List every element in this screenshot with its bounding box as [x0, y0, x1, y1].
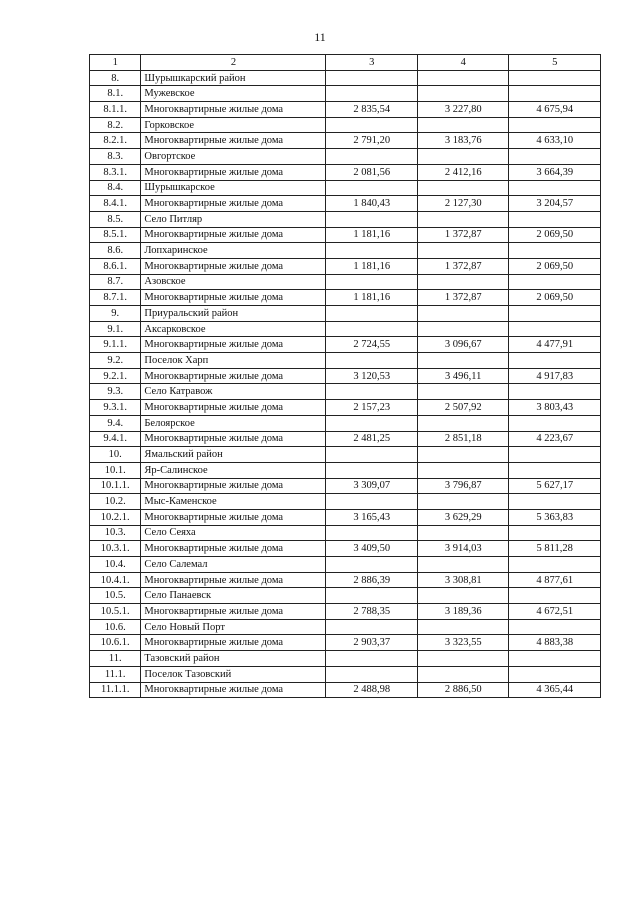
value-col4-cell	[417, 494, 509, 510]
row-name-cell: Село Панаевск	[141, 588, 326, 604]
row-name-cell: Многоквартирные жилые дома	[141, 635, 326, 651]
row-name-cell: Многоквартирные жилые дома	[141, 290, 326, 306]
value-col5-cell	[509, 353, 601, 369]
row-number-cell: 8.3.1.	[90, 164, 141, 180]
table-row	[90, 557, 601, 573]
table-row	[90, 306, 601, 322]
row-name-cell: Село Питляр	[141, 211, 326, 227]
row-number-cell: 9.	[90, 306, 141, 322]
table-row	[90, 368, 601, 384]
row-name-cell: Многоквартирные жилые дома	[141, 541, 326, 557]
table-row	[90, 243, 601, 259]
value-col5-cell: 4 477,91	[509, 337, 601, 353]
value-col5-cell	[509, 651, 601, 667]
tariff-table	[89, 54, 601, 698]
row-name-cell: Многоквартирные жилые дома	[141, 227, 326, 243]
value-col3-cell	[326, 211, 418, 227]
table-row	[90, 196, 601, 212]
value-col3-cell: 3 165,43	[326, 509, 418, 525]
value-col5-cell	[509, 666, 601, 682]
row-number-cell: 8.6.1.	[90, 258, 141, 274]
value-col4-cell	[417, 243, 509, 259]
value-col3-cell: 2 903,37	[326, 635, 418, 651]
row-name-cell: Шурышкарский район	[141, 70, 326, 86]
row-number-cell: 10.3.1.	[90, 541, 141, 557]
row-number-cell: 8.7.	[90, 274, 141, 290]
row-name-cell: Село Салемал	[141, 557, 326, 573]
table-row	[90, 415, 601, 431]
value-col5-cell	[509, 557, 601, 573]
row-number-cell: 11.1.	[90, 666, 141, 682]
row-name-cell: Мужевское	[141, 86, 326, 102]
row-name-cell: Многоквартирные жилые дома	[141, 196, 326, 212]
row-name-cell: Многоквартирные жилые дома	[141, 400, 326, 416]
value-col3-cell	[326, 557, 418, 573]
value-col4-cell	[417, 588, 509, 604]
table-header-row	[90, 55, 601, 71]
table-row	[90, 431, 601, 447]
table-row	[90, 321, 601, 337]
table-row	[90, 149, 601, 165]
row-name-cell: Многоквартирные жилые дома	[141, 258, 326, 274]
row-name-cell: Многоквартирные жилые дома	[141, 682, 326, 698]
value-col4-cell: 3 629,29	[417, 509, 509, 525]
value-col4-cell	[417, 149, 509, 165]
row-number-cell: 9.4.	[90, 415, 141, 431]
table-row	[90, 164, 601, 180]
table-row	[90, 588, 601, 604]
page-number: 11	[314, 30, 326, 44]
row-number-cell: 8.7.1.	[90, 290, 141, 306]
table-row	[90, 541, 601, 557]
value-col5-cell	[509, 619, 601, 635]
row-number-cell: 10.2.1.	[90, 509, 141, 525]
row-name-cell: Многоквартирные жилые дома	[141, 572, 326, 588]
value-col3-cell: 2 157,23	[326, 400, 418, 416]
table-row	[90, 180, 601, 196]
value-col3-cell	[326, 117, 418, 133]
row-name-cell: Белоярское	[141, 415, 326, 431]
value-col5-cell	[509, 494, 601, 510]
value-col4-cell	[417, 666, 509, 682]
table-row	[90, 133, 601, 149]
row-number-cell: 8.5.1.	[90, 227, 141, 243]
row-number-cell: 10.3.	[90, 525, 141, 541]
row-name-cell: Многоквартирные жилые дома	[141, 133, 326, 149]
table-row	[90, 478, 601, 494]
value-col4-cell	[417, 211, 509, 227]
value-col5-cell	[509, 384, 601, 400]
value-col4-cell	[417, 651, 509, 667]
value-col5-cell	[509, 86, 601, 102]
value-col4-cell	[417, 415, 509, 431]
row-name-cell: Многоквартирные жилые дома	[141, 368, 326, 384]
value-col5-cell: 4 877,61	[509, 572, 601, 588]
table-row	[90, 337, 601, 353]
value-col3-cell: 1 840,43	[326, 196, 418, 212]
row-name-cell: Мыс-Каменское	[141, 494, 326, 510]
header-cell-3: 3	[326, 55, 418, 71]
row-name-cell: Аксарковское	[141, 321, 326, 337]
row-number-cell: 10.1.1.	[90, 478, 141, 494]
value-col4-cell	[417, 70, 509, 86]
value-col4-cell: 1 372,87	[417, 227, 509, 243]
table-row	[90, 290, 601, 306]
value-col3-cell: 3 409,50	[326, 541, 418, 557]
value-col5-cell	[509, 525, 601, 541]
value-col5-cell	[509, 415, 601, 431]
row-name-cell: Многоквартирные жилые дома	[141, 337, 326, 353]
value-col4-cell	[417, 86, 509, 102]
value-col5-cell	[509, 243, 601, 259]
value-col3-cell: 2 081,56	[326, 164, 418, 180]
row-number-cell: 10.4.	[90, 557, 141, 573]
value-col3-cell	[326, 447, 418, 463]
value-col3-cell	[326, 462, 418, 478]
table-row	[90, 117, 601, 133]
value-col4-cell: 3 096,67	[417, 337, 509, 353]
row-number-cell: 10.1.	[90, 462, 141, 478]
table-row	[90, 227, 601, 243]
value-col5-cell: 3 664,39	[509, 164, 601, 180]
row-number-cell: 10.4.1.	[90, 572, 141, 588]
value-col4-cell: 3 308,81	[417, 572, 509, 588]
value-col4-cell	[417, 306, 509, 322]
row-name-cell: Многоквартирные жилые дома	[141, 478, 326, 494]
header-cell-5: 5	[509, 55, 601, 71]
table-row	[90, 102, 601, 118]
row-name-cell: Село Новый Порт	[141, 619, 326, 635]
value-col5-cell: 4 633,10	[509, 133, 601, 149]
value-col3-cell: 1 181,16	[326, 258, 418, 274]
value-col5-cell	[509, 211, 601, 227]
value-col3-cell	[326, 274, 418, 290]
value-col3-cell: 2 886,39	[326, 572, 418, 588]
value-col4-cell: 2 507,92	[417, 400, 509, 416]
value-col3-cell	[326, 243, 418, 259]
row-number-cell: 8.2.1.	[90, 133, 141, 149]
value-col5-cell: 5 363,83	[509, 509, 601, 525]
table-row	[90, 384, 601, 400]
value-col3-cell	[326, 306, 418, 322]
row-number-cell: 9.1.1.	[90, 337, 141, 353]
value-col3-cell	[326, 525, 418, 541]
row-number-cell: 9.3.1.	[90, 400, 141, 416]
value-col4-cell	[417, 384, 509, 400]
value-col3-cell	[326, 86, 418, 102]
value-col3-cell	[326, 149, 418, 165]
table-row	[90, 494, 601, 510]
value-col3-cell	[326, 70, 418, 86]
value-col3-cell	[326, 666, 418, 682]
row-number-cell: 9.4.1.	[90, 431, 141, 447]
header-cell-4: 4	[417, 55, 509, 71]
row-number-cell: 11.	[90, 651, 141, 667]
row-number-cell: 8.6.	[90, 243, 141, 259]
value-col4-cell: 1 372,87	[417, 290, 509, 306]
row-number-cell: 10.6.	[90, 619, 141, 635]
value-col4-cell: 3 227,80	[417, 102, 509, 118]
value-col3-cell	[326, 384, 418, 400]
value-col3-cell	[326, 651, 418, 667]
table-row	[90, 462, 601, 478]
value-col5-cell: 2 069,50	[509, 258, 601, 274]
header-cell-2: 2	[141, 55, 326, 71]
row-name-cell: Шурышкарское	[141, 180, 326, 196]
value-col5-cell: 5 811,28	[509, 541, 601, 557]
row-number-cell: 8.2.	[90, 117, 141, 133]
value-col4-cell	[417, 321, 509, 337]
value-col5-cell	[509, 588, 601, 604]
row-name-cell: Многоквартирные жилые дома	[141, 164, 326, 180]
header-cell-1: 1	[90, 55, 141, 71]
value-col4-cell	[417, 557, 509, 573]
row-name-cell: Многоквартирные жилые дома	[141, 102, 326, 118]
value-col5-cell	[509, 306, 601, 322]
value-col5-cell: 4 917,83	[509, 368, 601, 384]
table-row	[90, 211, 601, 227]
value-col3-cell: 2 724,55	[326, 337, 418, 353]
value-col3-cell: 2 488,98	[326, 682, 418, 698]
row-name-cell: Ямальский район	[141, 447, 326, 463]
row-number-cell: 10.	[90, 447, 141, 463]
table-row	[90, 274, 601, 290]
row-name-cell: Яр-Салинское	[141, 462, 326, 478]
value-col4-cell	[417, 462, 509, 478]
value-col3-cell	[326, 494, 418, 510]
value-col3-cell	[326, 180, 418, 196]
value-col5-cell: 4 223,67	[509, 431, 601, 447]
row-number-cell: 10.5.1.	[90, 604, 141, 620]
value-col5-cell: 4 883,38	[509, 635, 601, 651]
row-number-cell: 8.4.1.	[90, 196, 141, 212]
value-col5-cell	[509, 149, 601, 165]
value-col5-cell: 3 204,57	[509, 196, 601, 212]
row-name-cell: Поселок Тазовский	[141, 666, 326, 682]
row-name-cell: Многоквартирные жилые дома	[141, 604, 326, 620]
value-col3-cell: 2 835,54	[326, 102, 418, 118]
value-col4-cell: 2 127,30	[417, 196, 509, 212]
value-col5-cell: 2 069,50	[509, 227, 601, 243]
table-row	[90, 509, 601, 525]
row-name-cell: Поселок Харп	[141, 353, 326, 369]
value-col3-cell	[326, 321, 418, 337]
table-row	[90, 666, 601, 682]
table-row	[90, 70, 601, 86]
row-name-cell: Село Сеяха	[141, 525, 326, 541]
value-col5-cell	[509, 180, 601, 196]
value-col4-cell: 3 914,03	[417, 541, 509, 557]
value-col5-cell: 4 672,51	[509, 604, 601, 620]
value-col3-cell	[326, 588, 418, 604]
row-name-cell: Лопхаринское	[141, 243, 326, 259]
table-row	[90, 86, 601, 102]
value-col4-cell	[417, 447, 509, 463]
value-col4-cell	[417, 180, 509, 196]
table-row	[90, 525, 601, 541]
value-col4-cell: 2 851,18	[417, 431, 509, 447]
value-col4-cell	[417, 353, 509, 369]
table-row	[90, 604, 601, 620]
row-name-cell: Село Катравож	[141, 384, 326, 400]
value-col4-cell	[417, 117, 509, 133]
value-col5-cell	[509, 321, 601, 337]
value-col4-cell: 3 796,87	[417, 478, 509, 494]
row-number-cell: 9.2.	[90, 353, 141, 369]
value-col5-cell	[509, 462, 601, 478]
row-number-cell: 9.3.	[90, 384, 141, 400]
row-number-cell: 9.2.1.	[90, 368, 141, 384]
value-col3-cell: 1 181,16	[326, 227, 418, 243]
row-name-cell: Многоквартирные жилые дома	[141, 431, 326, 447]
row-number-cell: 8.4.	[90, 180, 141, 196]
value-col5-cell	[509, 117, 601, 133]
table-row	[90, 400, 601, 416]
row-number-cell: 10.6.1.	[90, 635, 141, 651]
table-row	[90, 572, 601, 588]
table-row	[90, 682, 601, 698]
table-row	[90, 651, 601, 667]
table-row	[90, 447, 601, 463]
row-name-cell: Азовское	[141, 274, 326, 290]
row-number-cell: 8.5.	[90, 211, 141, 227]
row-number-cell: 10.5.	[90, 588, 141, 604]
value-col5-cell	[509, 447, 601, 463]
value-col3-cell: 3 120,53	[326, 368, 418, 384]
value-col3-cell: 1 181,16	[326, 290, 418, 306]
value-col3-cell	[326, 415, 418, 431]
value-col3-cell	[326, 353, 418, 369]
value-col4-cell: 2 412,16	[417, 164, 509, 180]
row-name-cell: Приуральский район	[141, 306, 326, 322]
value-col4-cell: 3 189,36	[417, 604, 509, 620]
row-name-cell: Овгортское	[141, 149, 326, 165]
value-col5-cell	[509, 70, 601, 86]
value-col4-cell: 1 372,87	[417, 258, 509, 274]
value-col4-cell: 3 183,76	[417, 133, 509, 149]
value-col4-cell	[417, 525, 509, 541]
row-name-cell: Тазовский район	[141, 651, 326, 667]
row-number-cell: 8.1.	[90, 86, 141, 102]
row-number-cell: 11.1.1.	[90, 682, 141, 698]
table-row	[90, 353, 601, 369]
value-col3-cell: 2 788,35	[326, 604, 418, 620]
row-name-cell: Многоквартирные жилые дома	[141, 509, 326, 525]
row-number-cell: 8.	[90, 70, 141, 86]
value-col4-cell: 3 323,55	[417, 635, 509, 651]
table-row	[90, 258, 601, 274]
value-col5-cell: 3 803,43	[509, 400, 601, 416]
value-col5-cell: 4 365,44	[509, 682, 601, 698]
value-col5-cell: 4 675,94	[509, 102, 601, 118]
row-number-cell: 9.1.	[90, 321, 141, 337]
row-number-cell: 8.1.1.	[90, 102, 141, 118]
row-name-cell: Горковское	[141, 117, 326, 133]
value-col5-cell	[509, 274, 601, 290]
value-col5-cell: 2 069,50	[509, 290, 601, 306]
table-row	[90, 619, 601, 635]
value-col4-cell: 3 496,11	[417, 368, 509, 384]
row-number-cell: 8.3.	[90, 149, 141, 165]
value-col4-cell	[417, 619, 509, 635]
value-col3-cell: 3 309,07	[326, 478, 418, 494]
row-number-cell: 10.2.	[90, 494, 141, 510]
table-row	[90, 635, 601, 651]
value-col5-cell: 5 627,17	[509, 478, 601, 494]
value-col4-cell	[417, 274, 509, 290]
value-col3-cell: 2 791,20	[326, 133, 418, 149]
value-col3-cell	[326, 619, 418, 635]
value-col4-cell: 2 886,50	[417, 682, 509, 698]
value-col3-cell: 2 481,25	[326, 431, 418, 447]
